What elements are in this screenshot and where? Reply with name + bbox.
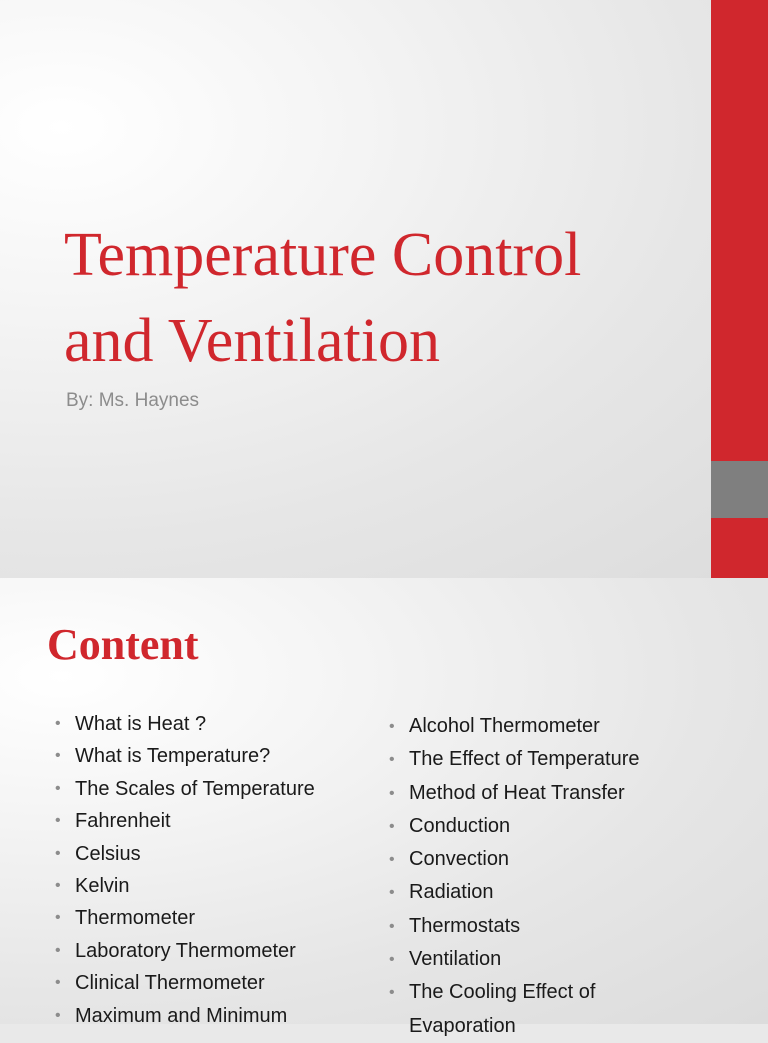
list-item: • Alcohol Thermometer <box>389 710 640 743</box>
content-slide <box>0 578 768 1037</box>
list-item: • The Cooling Effect of <box>389 976 640 1009</box>
list-item-continued: Evaporation <box>409 1014 516 1037</box>
list-item: • Radiation <box>389 876 640 909</box>
list-item: • Convection <box>389 843 640 876</box>
gray-accent-block <box>711 461 768 518</box>
list-item: • Method of Heat Transfer <box>389 777 640 810</box>
content-list-right <box>389 710 640 1043</box>
title-line-1: Temperature Control <box>64 221 582 289</box>
red-accent-bar-bottom <box>711 518 768 578</box>
list-item: • Kelvin <box>55 870 315 902</box>
slide-title <box>64 212 704 384</box>
list-item: • Thermometer <box>55 902 315 934</box>
list-item: • Thermostats <box>389 910 640 943</box>
list-item: • Maximum and Minimum <box>55 1000 315 1032</box>
list-item: • What is Temperature? <box>55 740 315 772</box>
list-item: • Clinical Thermometer <box>55 967 315 999</box>
content-heading: Content <box>47 620 199 669</box>
list-item: • Fahrenheit <box>55 805 315 837</box>
red-accent-bar-top <box>711 0 768 461</box>
list-item: • The Effect of Temperature <box>389 743 640 776</box>
list-item: • Conduction <box>389 810 640 843</box>
list-item: • Celsius <box>55 838 315 870</box>
list-item: • The Scales of Temperature <box>55 773 315 805</box>
list-item: • What is Heat ? <box>55 708 315 740</box>
title-line-2: and Ventilation <box>64 307 440 375</box>
list-item: • Ventilation <box>389 943 640 976</box>
list-item: • Laboratory Thermometer <box>55 935 315 967</box>
slide-subtitle: By: Ms. Haynes <box>66 390 200 411</box>
content-list-left <box>55 708 315 1032</box>
